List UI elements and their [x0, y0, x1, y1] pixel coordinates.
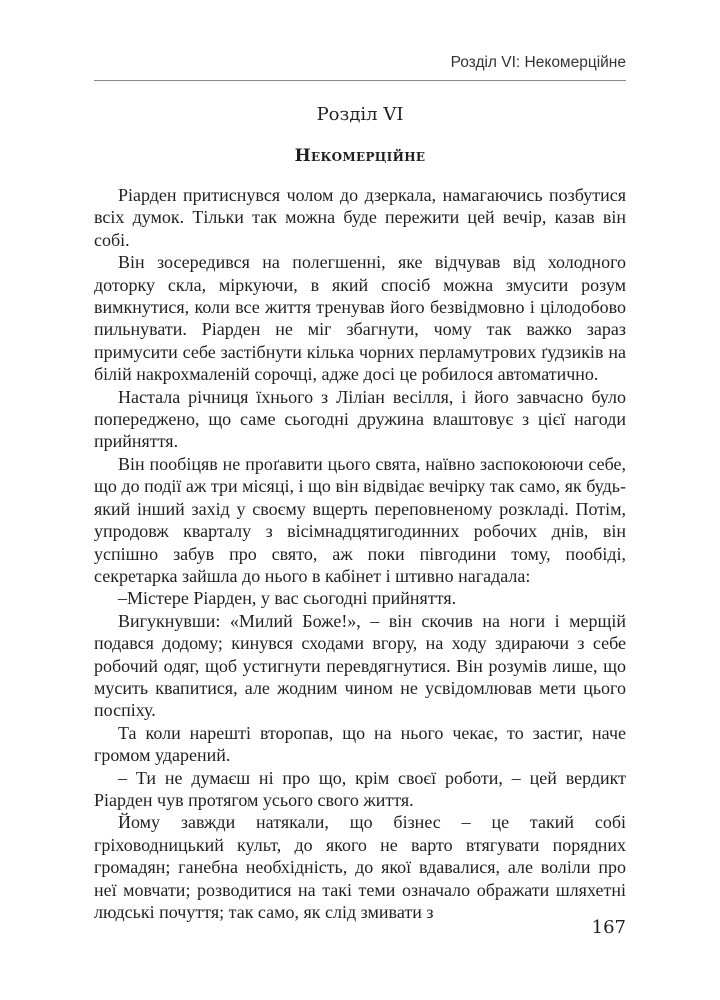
- page-number: 167: [591, 917, 626, 938]
- paragraph: Йому завжди натякали, що бізнес – це такий собі гріховодницький культ, до якого не варто втягувати порядних громадян; ганебна необхідність, до якої вдавалися, але воліли про неї мовчати; розводитися на такі теми означало ображати шляхетні людські почуття; так само, як слід змивати з: [94, 812, 626, 922]
- paragraph: Він зосередився на полегшенні, яке відчував від холодного доторку скла, міркуючи, в який спосіб можна змусити розум вимкнутися, коли все життя тренував його безвідмовно і цілодобово пильнувати. Ріарден не міг збагнути, чому так важко зараз примусити себе застібнути кілька чорних перламутрових ґудзиків на білій накрохмаленій сорочці, адже досі це робилося автоматично.: [94, 252, 626, 385]
- chapter-label: Розділ VI: [316, 104, 404, 125]
- chapter-title: Некомерційне: [294, 146, 426, 166]
- paragraph: –Містере Ріарден, у вас сьогодні прийняття.: [118, 588, 457, 609]
- paragraph: Ріарден притиснувся чолом до дзеркала, намагаючись позбутися всіх думок. Тільки так можна буде пережити цей вечір, казав він собі.: [94, 185, 626, 250]
- paragraph: – Ти не думаєш ні про що, крім своєї роботи, – цей вердикт Ріарден чув протягом усього свого життя.: [94, 767, 626, 810]
- header-rule: [94, 80, 626, 81]
- paragraph: Та коли нарешті второпав, що на нього чекає, то застиг, наче громом ударений.: [94, 722, 626, 766]
- paragraph: Вигукнувши: «Милий Боже!», – він скочив на ноги і мерщій подався додому; кинувся сходами вгору, на ходу здираючи з себе робочий одяг, щоб устигнути перевдягнутися. Він розумів лише, що мусить квапитися, але жодним чином не усвідомлював мети цього поспіху.: [94, 610, 626, 721]
- body-text: [94, 184, 626, 923]
- paragraph: Він пообіцяв не проґавити цього свята, наївно заспокоюючи себе, що до події аж три місяці, і що він відвідає вечірку так само, як будь-який інший захід у своєму вщерть переповненому розкладі. Потім, упродовж кварталу з вісімнадцятигодинних робочих днів, він успішно забув про свято, аж поки півгодини тому, пообіді, секретарка зайшла до нього в кабінет і штивно нагадала:: [94, 453, 626, 586]
- running-header: Розділ VI: Некомерційне: [450, 54, 626, 71]
- paragraph: Настала річниця їхнього з Ліліан весілля, і його завчасно було попереджено, що саме сьогодні дружина влаштовує з цієї нагоди прийняття.: [94, 386, 626, 452]
